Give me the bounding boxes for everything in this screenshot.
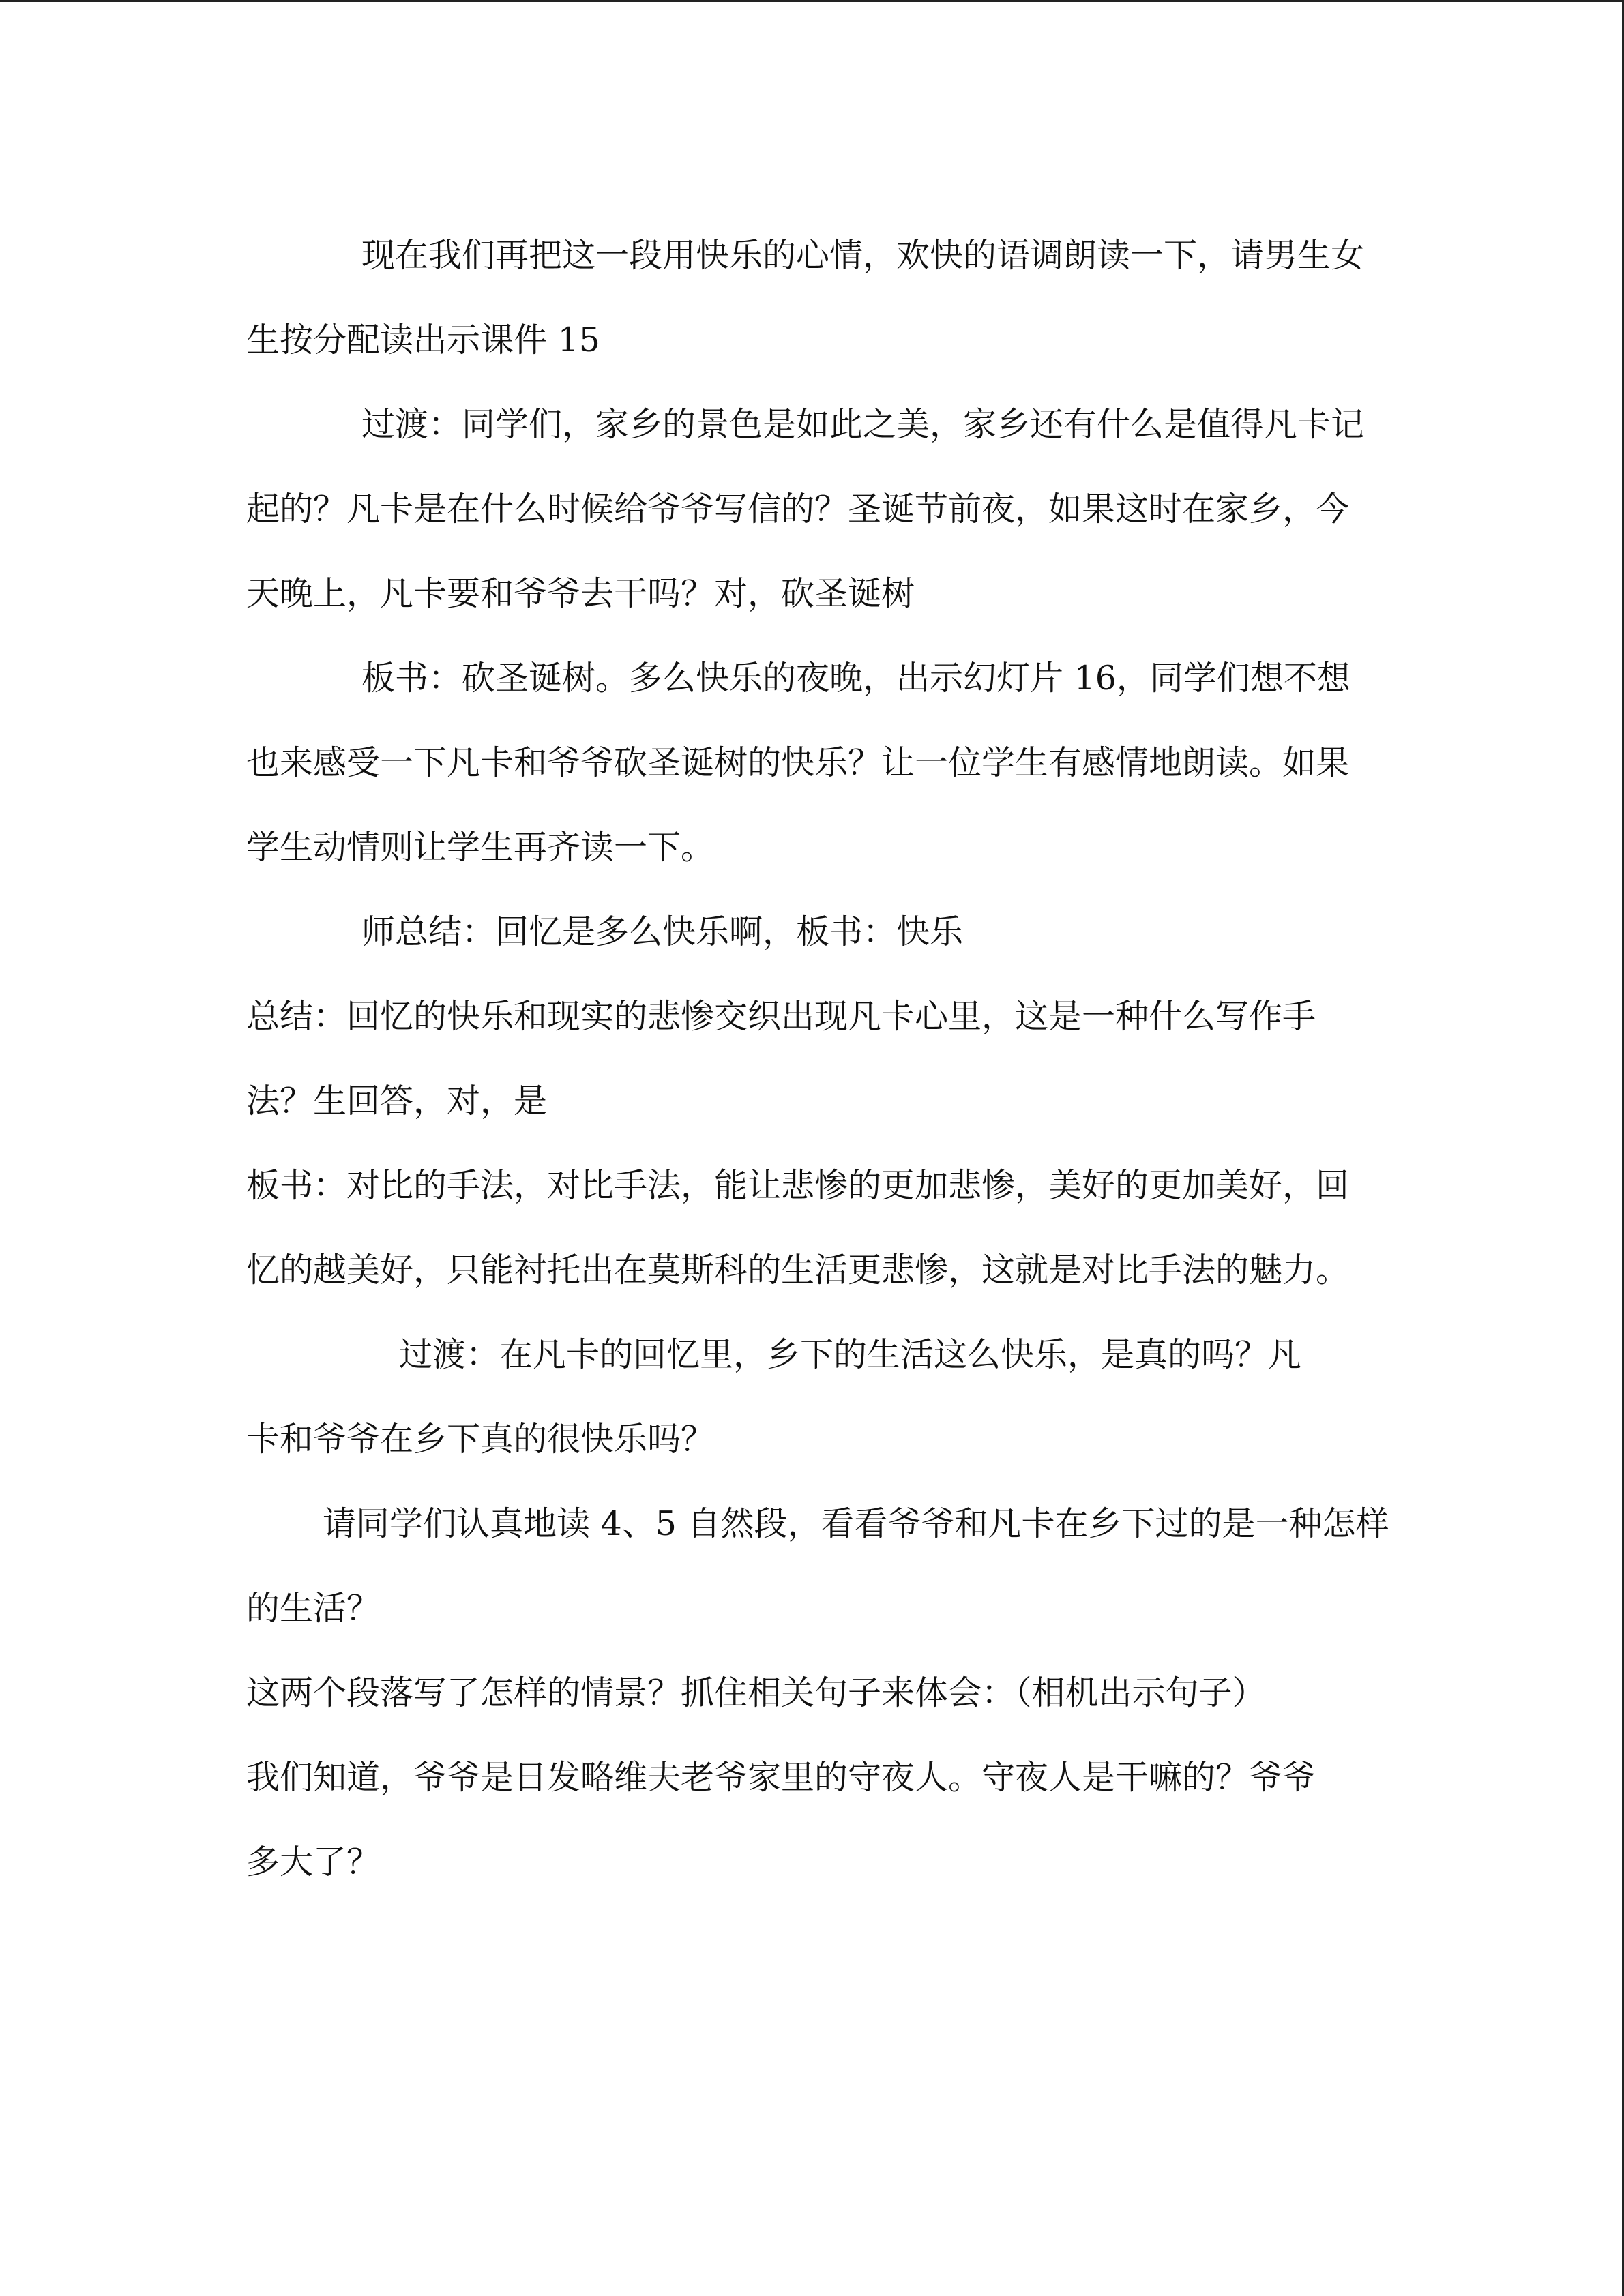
paragraph-10: 我们知道，爷爷是日发略维夫老爷家里的守夜人。守夜人是干嘛的？爷爷多大了？: [246, 1758, 1316, 1881]
paragraph-4: 师总结：回忆是多么快乐啊，板书：快乐: [361, 912, 964, 951]
paragraph-3: 板书：砍圣诞树。多么快乐的夜晚，出示幻灯片 16，同学们想不想也来感受一下凡卡和爷爷砍圣诞树的快乐？让一位学生有感情地朗读。如果学生动情则让学生再齐读一下。: [246, 659, 1350, 867]
paragraph-1: 现在我们再把这一段用快乐的心情，欢快的语调朗读一下，请男生女生按分配读出示课件 15: [246, 236, 1365, 359]
paragraph-7: 过渡：在凡卡的回忆里，乡下的生活这么快乐，是真的吗？凡卡和爷爷在乡下真的很快乐吗？: [246, 1335, 1302, 1459]
paragraph-6: 板书：对比的手法，对比手法，能让悲惨的更加悲惨，美好的更加美好，回忆的越美好，只能衬托出在莫斯科的生活更悲惨，这就是对比手法的魅力。: [246, 1166, 1350, 1289]
paragraph-8: 请同学们认真地读 4、5 自然段，看看爷爷和凡卡在乡下过的是一种怎样的生活？: [246, 1504, 1389, 1628]
paragraph-9: 这两个段落写了怎样的情景？抓住相关句子来体会：（相机出示句子）: [246, 1673, 1266, 1712]
paragraph-2: 过渡：同学们，家乡的景色是如此之美，家乡还有什么是值得凡卡记起的？凡卡是在什么时候给爷爷写信的？圣诞节前夜，如果这时在家乡，今天晚上，凡卡要和爷爷去干吗？对，砍圣诞树: [246, 405, 1365, 613]
paragraph-5: 总结：回忆的快乐和现实的悲惨交织出现凡卡心里，这是一种什么写作手法？生回答，对，是: [246, 997, 1316, 1120]
document-body: [246, 213, 1389, 1905]
